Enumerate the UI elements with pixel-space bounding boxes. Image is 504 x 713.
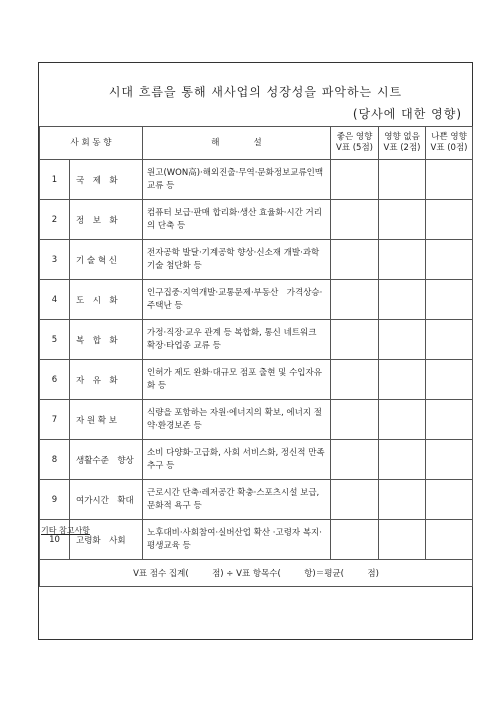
bad-impact-check[interactable] (426, 360, 473, 400)
table-row (40, 160, 473, 200)
row-number: 7 (40, 400, 70, 440)
table-row (40, 440, 473, 480)
row-number: 3 (40, 240, 70, 280)
no-impact-check[interactable] (379, 320, 426, 360)
bad-impact-check[interactable] (426, 480, 473, 520)
trend-name: 여가시간 확대 (70, 480, 143, 520)
trend-description: 소비 다양화·고급화, 사회 서비스화, 정신적 만족 추구 등 (143, 440, 331, 480)
trend-name: 국 제 화 (70, 160, 143, 200)
trend-description: 식량을 포함하는 자원·에너지의 확보, 에너지 절약·환경보존 등 (143, 400, 331, 440)
row-number: 1 (40, 160, 70, 200)
no-impact-check[interactable] (379, 520, 426, 560)
trend-name: 기 술 혁 신 (70, 240, 143, 280)
trend-description: 근로시간 단축·레저공간 확충·스포츠시설 보급, 문화적 욕구 등 (143, 480, 331, 520)
bad-impact-check[interactable] (426, 320, 473, 360)
trend-description: 컴퓨터 보급·판매 합리화·생산 효율화·시간 거리의 단축 등 (143, 200, 331, 240)
good-impact-check[interactable] (331, 400, 379, 440)
trend-description: 원고(WON高)·해외진출·무역·문화정보교류인맥 교류 등 (143, 160, 331, 200)
sheet-title: 시대 흐름을 통해 새사업의 성장성을 파악하는 시트 (108, 85, 403, 99)
row-number: 10 (40, 520, 70, 560)
table-row (40, 240, 473, 280)
header-trend: 사 회 동 향 (40, 127, 143, 160)
good-impact-check[interactable] (331, 280, 379, 320)
bad-impact-check[interactable] (426, 240, 473, 280)
trend-name: 자 유 화 (70, 360, 143, 400)
good-impact-check[interactable] (331, 240, 379, 280)
header-bad-impact: 나쁜 영향 V표 (0점) (426, 127, 473, 160)
worksheet (38, 62, 473, 640)
row-number: 2 (40, 200, 70, 240)
trend-description: 인허가 제도 완화·대규모 점포 출현 및 수입자유화 등 (143, 360, 331, 400)
summary-formula (40, 560, 473, 587)
trend-description: 전자공학 발달·기계공학 향상·신소재 개발·과학기술 첨단화 등 (143, 240, 331, 280)
bad-impact-check[interactable] (426, 520, 473, 560)
trend-description: 노후대비·사회참여·실버산업 확산 ·고령자 복지·평생교육 등 (143, 520, 331, 560)
sheet-subtitle: (당사에 대한 영향) (352, 107, 462, 121)
trend-name: 고령화 사회 (70, 520, 143, 560)
trend-name: 생활수준 향상 (70, 440, 143, 480)
summary-sum-label: V표 점수 집계( (133, 569, 189, 579)
bad-impact-check[interactable] (426, 160, 473, 200)
header-good-impact: 좋은 영향 V표 (5점) (331, 127, 379, 160)
no-impact-check[interactable] (379, 440, 426, 480)
good-impact-check[interactable] (331, 480, 379, 520)
table-row (40, 200, 473, 240)
trend-name: 복 합 화 (70, 320, 143, 360)
no-impact-check[interactable] (379, 400, 426, 440)
table-row (40, 360, 473, 400)
no-impact-check[interactable] (379, 240, 426, 280)
bad-impact-check[interactable] (426, 400, 473, 440)
good-impact-check[interactable] (331, 160, 379, 200)
row-number: 5 (40, 320, 70, 360)
no-impact-check[interactable] (379, 280, 426, 320)
table-row (40, 520, 473, 560)
row-number: 6 (40, 360, 70, 400)
good-impact-check[interactable] (331, 520, 379, 560)
notes-label: 기타 참고사항 (41, 526, 90, 535)
trend-description: 가정·직장·교우 관계 등 복합화, 통신 네트워크 확장·타업종 교류 등 (143, 320, 331, 360)
header-explanation: 해 설 (143, 127, 331, 160)
good-impact-check[interactable] (331, 320, 379, 360)
row-number: 9 (40, 480, 70, 520)
good-impact-check[interactable] (331, 440, 379, 480)
good-impact-check[interactable] (331, 200, 379, 240)
trend-name: 정 보 화 (70, 200, 143, 240)
trend-name: 도 시 화 (70, 280, 143, 320)
no-impact-check[interactable] (379, 200, 426, 240)
trend-name: 자 원 확 보 (70, 400, 143, 440)
bad-impact-check[interactable] (426, 440, 473, 480)
table-row (40, 280, 473, 320)
summary-points-label: 점) ÷ V표 항목수( (212, 569, 281, 579)
header-no-impact: 영향 없음 V표 (2점) (379, 127, 426, 160)
trend-table (39, 126, 473, 587)
summary-items-label: 항)＝평균( (304, 569, 344, 579)
good-impact-check[interactable] (331, 360, 379, 400)
bad-impact-check[interactable] (426, 200, 473, 240)
table-row (40, 480, 473, 520)
header-row (40, 127, 473, 160)
no-impact-check[interactable] (379, 480, 426, 520)
no-impact-check[interactable] (379, 360, 426, 400)
row-number: 4 (40, 280, 70, 320)
table-row (40, 320, 473, 360)
table-row (40, 400, 473, 440)
row-number: 8 (40, 440, 70, 480)
no-impact-check[interactable] (379, 160, 426, 200)
summary-average-label: 점) (367, 569, 379, 579)
bad-impact-check[interactable] (426, 280, 473, 320)
trend-description: 인구집중·지역개발·교통문제·부동산 가격상승·주택난 등 (143, 280, 331, 320)
summary-row (40, 560, 473, 587)
